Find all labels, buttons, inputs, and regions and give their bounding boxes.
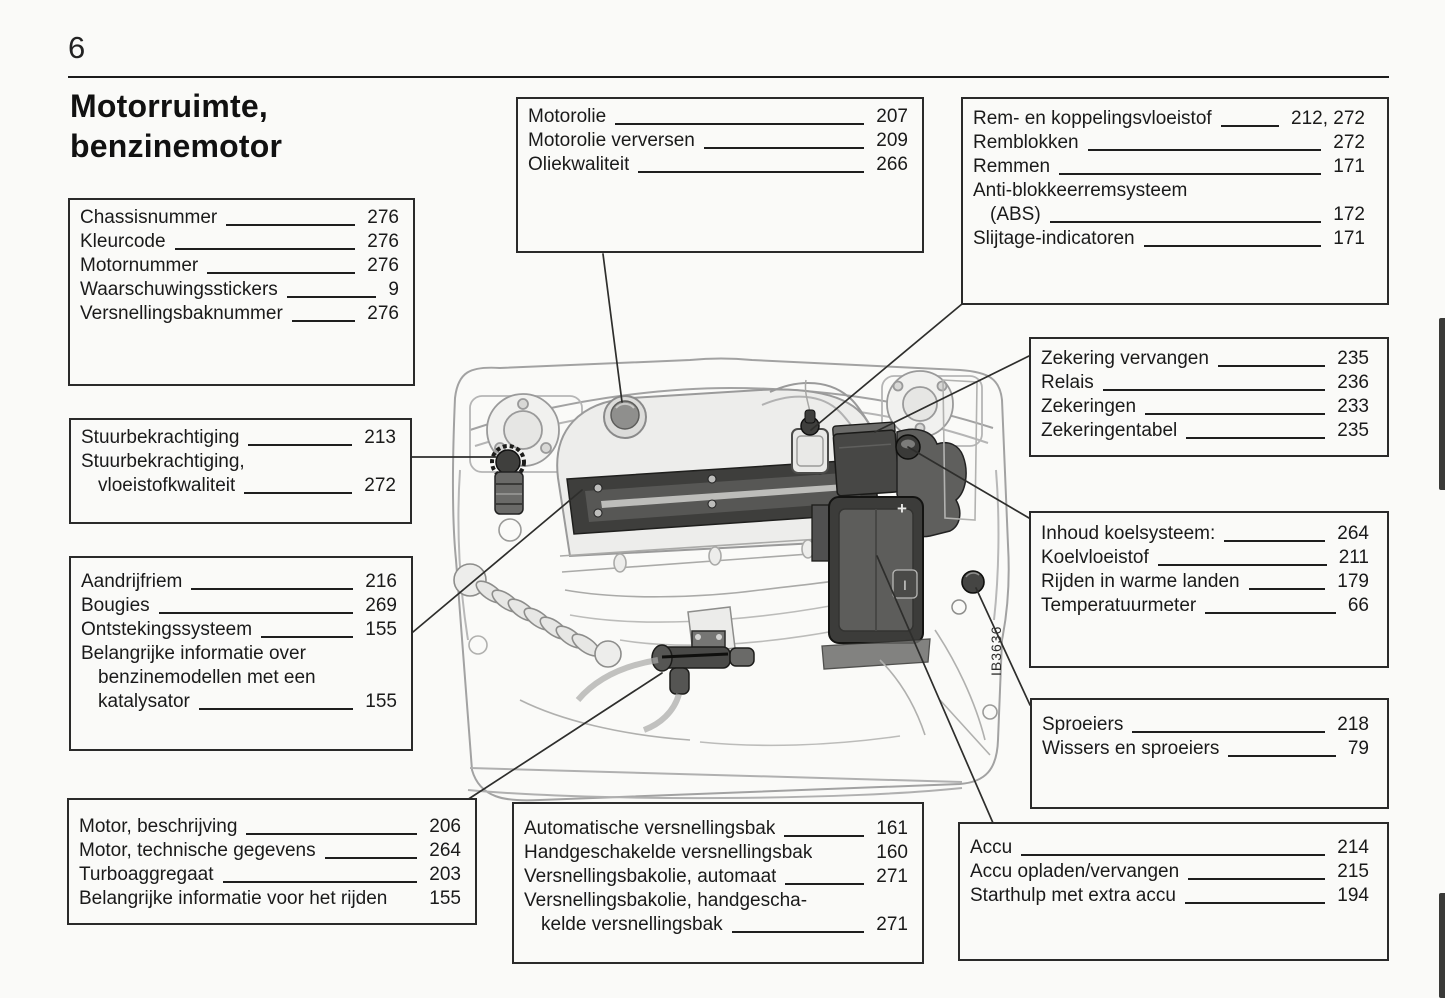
entry-page-number: 212, 272 xyxy=(1291,108,1365,129)
index-entry-line xyxy=(81,450,396,474)
index-entry-line xyxy=(973,155,1365,179)
entry-page-number: 155 xyxy=(365,619,397,640)
entry-label: Ontstekingssysteem xyxy=(81,619,253,640)
entry-leader-line xyxy=(226,224,355,226)
entry-label: Accu opladen/vervangen xyxy=(970,861,1180,882)
entry-label: benzinemodellen met een xyxy=(98,667,316,688)
index-entry-line xyxy=(973,203,1365,227)
index-entry-line xyxy=(524,817,908,841)
entry-label: Anti-blokkeerremsysteem xyxy=(973,180,1188,201)
entry-label: Remblokken xyxy=(973,132,1079,153)
washer-fluid-cap xyxy=(952,571,984,614)
index-entry-line xyxy=(528,129,908,153)
entry-label: Remmen xyxy=(973,156,1051,177)
entry-label: Zekering vervangen xyxy=(1041,348,1209,369)
entry-label: Automatische versnellingsbak xyxy=(524,818,776,839)
entry-leader-line xyxy=(1186,437,1325,439)
entry-page-number: 233 xyxy=(1337,396,1369,417)
entry-page-number: 235 xyxy=(1337,420,1369,441)
index-entry-line xyxy=(1041,570,1369,594)
entry-label: Motornummer xyxy=(80,255,199,276)
entry-leader-line xyxy=(1158,564,1327,566)
index-entry-line xyxy=(524,889,908,913)
index-entry-line xyxy=(81,570,397,594)
index-box-engine-oil xyxy=(516,97,924,253)
page-number: 6 xyxy=(68,30,87,65)
entry-label: katalysator xyxy=(98,691,190,712)
entry-page-number: 264 xyxy=(429,840,461,861)
entry-leader-line xyxy=(1103,389,1325,391)
entry-label: Motor, technische gegevens xyxy=(79,840,316,861)
entry-leader-line xyxy=(175,248,356,250)
entry-leader-line xyxy=(191,588,353,590)
entry-page-number: 214 xyxy=(1337,837,1369,858)
entry-page-number: 272 xyxy=(1333,132,1365,153)
page-title xyxy=(70,86,282,166)
entry-leader-line xyxy=(1059,173,1321,175)
page-title-line2: benzinemotor xyxy=(70,128,283,164)
entry-label: Belangrijke informatie over xyxy=(81,643,306,664)
entry-page-number: 271 xyxy=(876,866,908,887)
index-entry-line xyxy=(1041,347,1369,371)
entry-leader-line xyxy=(1144,245,1322,247)
index-entry-line xyxy=(80,302,399,326)
index-entry-line xyxy=(81,594,397,618)
entry-label: Turboaggregaat xyxy=(79,864,214,885)
header-rule xyxy=(68,76,1389,78)
entry-label: Versnellingsbakolie, automaat xyxy=(524,866,777,887)
index-entry-line xyxy=(1041,371,1369,395)
index-box-battery xyxy=(958,822,1389,961)
entry-label: Starthulp met extra accu xyxy=(970,885,1176,906)
index-box-cooling xyxy=(1029,511,1389,668)
entry-leader-line xyxy=(1224,540,1325,542)
entry-page-number: 172 xyxy=(1333,204,1365,225)
index-entry-line xyxy=(80,278,399,302)
entry-label: Motorolie verversen xyxy=(528,130,695,151)
entry-label: Oliekwaliteit xyxy=(528,154,630,175)
entry-leader-line xyxy=(1185,902,1325,904)
index-entry-line xyxy=(79,839,461,863)
index-entry-line xyxy=(81,618,397,642)
index-box-identification xyxy=(68,198,415,386)
index-entry-line xyxy=(1041,395,1369,419)
entry-label: Aandrijfriem xyxy=(81,571,183,592)
entry-leader-line xyxy=(159,612,354,614)
entry-spacer xyxy=(391,905,425,907)
entry-leader-line xyxy=(1088,149,1322,151)
entry-leader-line xyxy=(1205,612,1336,614)
index-box-engine xyxy=(67,798,477,925)
index-box-fuses xyxy=(1029,337,1389,457)
index-entry-line xyxy=(970,860,1369,884)
index-entry-line xyxy=(81,642,397,666)
entry-page-number: 276 xyxy=(367,231,399,252)
entry-label: kelde versnellingsbak xyxy=(541,914,723,935)
air-intake-hose xyxy=(454,564,621,667)
entry-label: (ABS) xyxy=(990,204,1041,225)
entry-page-number: 236 xyxy=(1337,372,1369,393)
entry-label: Relais xyxy=(1041,372,1094,393)
entry-page-number: 207 xyxy=(876,106,908,127)
entry-leader-line xyxy=(199,708,353,710)
entry-page-number: 161 xyxy=(876,818,908,839)
entry-leader-line xyxy=(784,835,864,837)
entry-page-number: 155 xyxy=(365,691,397,712)
index-entry-line xyxy=(80,230,399,254)
entry-label: Stuurbekrachtiging xyxy=(81,427,240,448)
page-edge-mark-top xyxy=(1439,318,1445,490)
entry-leader-line xyxy=(1132,731,1325,733)
entry-leader-line xyxy=(244,492,352,494)
entry-page-number: 264 xyxy=(1337,523,1369,544)
entry-leader-line xyxy=(732,931,865,933)
entry-label: vloeistofkwaliteit xyxy=(98,475,236,496)
fuse-box xyxy=(833,422,900,496)
entry-leader-line xyxy=(207,272,355,274)
entry-page-number: 271 xyxy=(876,914,908,935)
entry-leader-line xyxy=(246,833,417,835)
entry-leader-line xyxy=(287,296,377,298)
entry-page-number: 276 xyxy=(367,303,399,324)
entry-label: Wissers en sproeiers xyxy=(1042,738,1220,759)
entry-leader-line xyxy=(223,881,418,883)
index-entry-line xyxy=(80,254,399,278)
entry-leader-line xyxy=(1050,221,1322,223)
entry-page-number: 218 xyxy=(1337,714,1369,735)
entry-label: Zekeringen xyxy=(1041,396,1137,417)
entry-page-number: 213 xyxy=(364,427,396,448)
entry-leader-line xyxy=(785,883,864,885)
index-entry-line xyxy=(81,666,397,690)
entry-label: Versnellingsbaknummer xyxy=(80,303,283,324)
entry-label: Motor, beschrijving xyxy=(79,816,238,837)
entry-page-number: 272 xyxy=(364,475,396,496)
entry-leader-line xyxy=(248,444,352,446)
leader-line-engine xyxy=(467,673,662,800)
index-entry-line xyxy=(81,474,396,498)
entry-page-number: 171 xyxy=(1333,228,1365,249)
entry-page-number: 209 xyxy=(876,130,908,151)
entry-page-number: 276 xyxy=(367,255,399,276)
entry-label: Slijtage-indicatoren xyxy=(973,228,1135,249)
entry-leader-line xyxy=(1228,755,1335,757)
entry-leader-line xyxy=(1249,588,1326,590)
entry-label: Koelvloeistof xyxy=(1041,547,1149,568)
entry-leader-line xyxy=(1145,413,1325,415)
entry-label: Zekeringentabel xyxy=(1041,420,1178,441)
index-entry-line xyxy=(79,815,461,839)
leader-line-battery xyxy=(877,556,993,823)
battery-plus-mark: + xyxy=(897,499,907,518)
entry-page-number: 211 xyxy=(1338,547,1369,568)
index-entry-line xyxy=(528,153,908,177)
index-entry-line xyxy=(970,836,1369,860)
entry-leader-line xyxy=(1021,854,1325,856)
battery xyxy=(812,497,930,669)
entry-leader-line xyxy=(325,857,418,859)
entry-label: Handgeschakelde versnellingsbak xyxy=(524,842,813,863)
index-entry-line xyxy=(1041,522,1369,546)
figure-code-label: IB3636 xyxy=(988,625,1004,676)
index-entry-line xyxy=(528,105,908,129)
index-entry-line xyxy=(524,913,908,937)
index-entry-line xyxy=(80,206,399,230)
index-entry-line xyxy=(1041,419,1369,443)
page-title-line1: Motorruimte, xyxy=(70,88,268,124)
index-entry-line xyxy=(1041,546,1369,570)
index-entry-line xyxy=(1042,737,1369,761)
entry-label: Versnellingsbakolie, handgescha- xyxy=(524,890,808,911)
entry-leader-line xyxy=(704,147,864,149)
entry-label: Inhoud koelsysteem: xyxy=(1041,523,1216,544)
entry-label: Rem- en koppelingsvloeistof xyxy=(973,108,1212,129)
leader-line-engine-oil xyxy=(603,254,622,402)
entry-leader-line xyxy=(1188,878,1325,880)
entry-page-number: 171 xyxy=(1333,156,1365,177)
entry-page-number: 160 xyxy=(876,842,908,863)
index-entry-line xyxy=(524,865,908,889)
entry-label: Motorolie xyxy=(528,106,607,127)
entry-page-number: 155 xyxy=(429,888,461,909)
index-entry-line xyxy=(1042,713,1369,737)
entry-page-number: 179 xyxy=(1337,571,1369,592)
index-box-ignition xyxy=(69,556,413,751)
entry-page-number: 215 xyxy=(1337,861,1369,882)
index-entry-line xyxy=(973,131,1365,155)
index-entry-line xyxy=(79,887,461,911)
entry-leader-line xyxy=(638,171,864,173)
entry-page-number: 266 xyxy=(876,154,908,175)
entry-leader-line xyxy=(1221,125,1279,127)
entry-page-number: 79 xyxy=(1347,738,1369,759)
entry-page-number: 203 xyxy=(429,864,461,885)
heater-valve xyxy=(578,607,754,730)
index-entry-line xyxy=(81,690,397,714)
entry-label: Waarschuwingsstickers xyxy=(80,279,278,300)
entry-page-number: 206 xyxy=(429,816,461,837)
entry-page-number: 276 xyxy=(367,207,399,228)
entry-label: Rijden in warme landen xyxy=(1041,571,1240,592)
index-entry-line xyxy=(1041,594,1369,618)
entry-page-number: 66 xyxy=(1347,595,1369,616)
entry-label: Belangrijke informatie voor het rijden xyxy=(79,888,388,909)
index-entry-line xyxy=(973,179,1365,203)
leader-line-washers xyxy=(976,588,1030,705)
entry-label: Temperatuurmeter xyxy=(1041,595,1197,616)
entry-leader-line xyxy=(1218,365,1325,367)
oil-filler-cap xyxy=(604,396,646,438)
entry-page-number: 216 xyxy=(365,571,397,592)
index-entry-line xyxy=(81,426,396,450)
entry-label: Sproeiers xyxy=(1042,714,1124,735)
page-edge-mark-bottom xyxy=(1439,893,1445,998)
entry-page-number: 9 xyxy=(388,279,399,300)
battery-minus-mark: I xyxy=(903,577,907,593)
entry-label: Chassisnummer xyxy=(80,207,218,228)
entry-leader-line xyxy=(292,320,356,322)
entry-spacer xyxy=(816,859,872,861)
entry-page-number: 235 xyxy=(1337,348,1369,369)
index-entry-line xyxy=(79,863,461,887)
index-box-gearbox xyxy=(512,802,924,964)
entry-label: Accu xyxy=(970,837,1013,858)
index-box-brakes xyxy=(961,97,1389,305)
entry-label: Stuurbekrachtiging, xyxy=(81,451,245,472)
entry-page-number: 194 xyxy=(1337,885,1369,906)
entry-leader-line xyxy=(261,636,353,638)
index-box-washers xyxy=(1030,698,1389,809)
index-entry-line xyxy=(524,841,908,865)
entry-leader-line xyxy=(615,123,864,125)
index-entry-line xyxy=(973,107,1365,131)
index-entry-line xyxy=(970,884,1369,908)
entry-label: Bougies xyxy=(81,595,150,616)
entry-label: Kleurcode xyxy=(80,231,166,252)
entry-page-number: 269 xyxy=(365,595,397,616)
power-steering-reservoir xyxy=(492,446,524,541)
index-box-steering xyxy=(69,418,412,524)
index-entry-line xyxy=(973,227,1365,251)
